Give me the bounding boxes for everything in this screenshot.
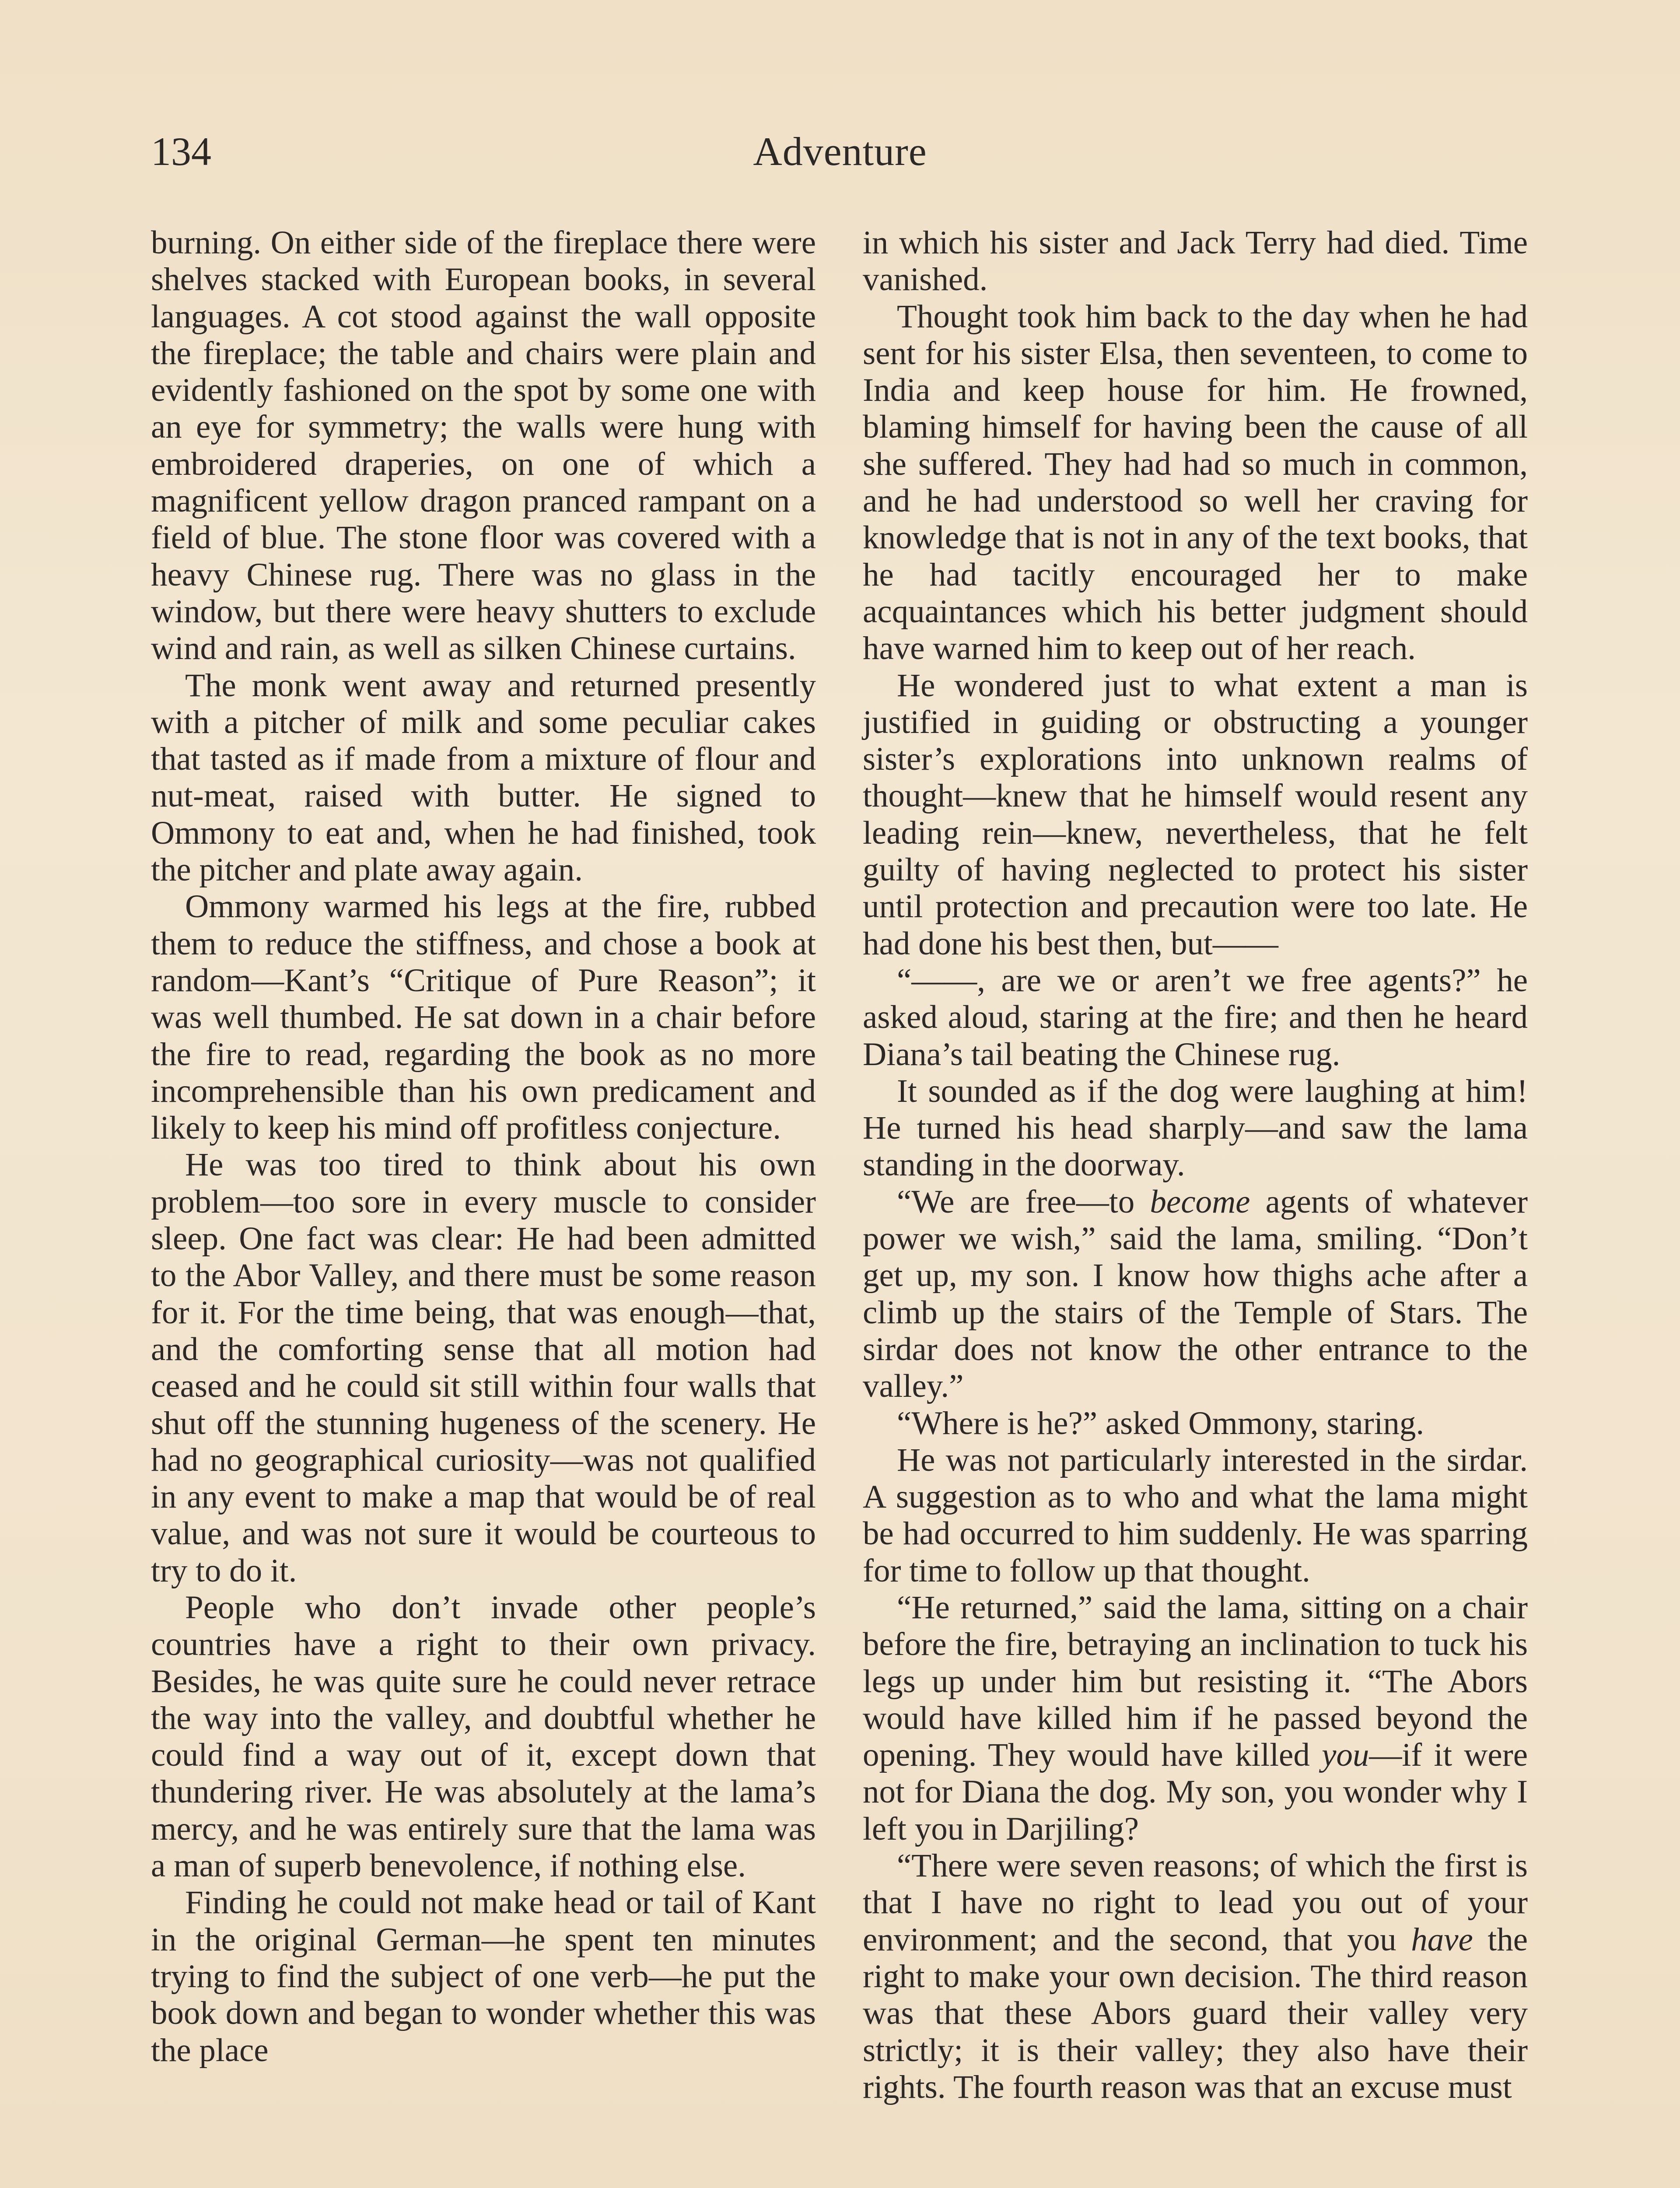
text-run: “He returned,” said the lama, sitting on a chair before the fire, betraying an inclination to tuck his legs up under him but resisting it. “The Abors would have killed him if he passed beyond the opening. They would have killed bbox=[863, 1589, 1528, 1774]
text-run: “There were seven reasons; of which the first is that I have no right to lead you out of your environment; and the second, that you bbox=[863, 1848, 1528, 1958]
paragraph bbox=[863, 1184, 1528, 1405]
paragraph: People who don’t invade other people’s countries have a right to their own privacy. Besides, he was quite sure he could never retrace the way into the valley, and doubtful whether he could find a way out of it, except down that thundering river. He was absolutely at the lama’s mercy, and he was entirely sure that the lama was a man of superb benevolence, if nothing else. bbox=[151, 1589, 816, 1884]
paragraph: burning. On either side of the fireplace there were shelves stacked with European books, in several languages. A cot stood against the wall opposite the fireplace; the table and chairs were plain and evidently fashioned on the spot by some one with an eye for symmetry; the walls were hung with embroidered draperies, on one of which a magnificent yellow dragon pranced rampant on a field of blue. The stone floor was covered with a heavy Chinese rug. There was no glass in the window, but there were heavy shutters to exclude wind and rain, as well as silken Chinese curtains. bbox=[151, 224, 816, 667]
text-run: “We are free—to bbox=[897, 1183, 1150, 1220]
text-run: —if it were not for Diana the dog. My son, you wonder why I left you in Darjiling? bbox=[863, 1737, 1528, 1847]
paragraph: “——, are we or aren’t we free agents?” he asked aloud, staring at the fire; and then he heard Diana’s tail beating the Chinese rug. bbox=[863, 962, 1528, 1073]
paragraph: He was too tired to think about his own problem—too sore in every muscle to consider sleep. One fact was clear: He had been admitted to the Abor Valley, and there must be some reason for it. For the time being, that was enough—that, and the comforting sense that all motion had ceased and he could sit still within four walls that shut off the stunning hugeness of the scenery. He had no geographical curiosity—was not qualified in any event to make a map that would be of real value, and was not sure it would be courteous to try to do it. bbox=[151, 1147, 816, 1589]
paragraph: It sounded as if the dog were laughing at him! He turned his head sharply—and saw the lama standing in the doorway. bbox=[863, 1073, 1528, 1183]
paragraph: in which his sister and Jack Terry had died. Time vanished. bbox=[863, 224, 1528, 298]
paragraph: Ommony warmed his legs at the fire, rubbed them to reduce the stiffness, and chose a book at random—Kant’s “Critique of Pure Reason”; it was well thumbed. He sat down in a chair before the fire to read, regarding the book as no more incomprehensible than his own predicament and likely to keep his mind off profitless conjecture. bbox=[151, 888, 816, 1147]
paragraph bbox=[863, 1589, 1528, 1848]
paragraph: He wondered just to what extent a man is justified in guiding or obstructing a younger sister’s explorations into unknown realms of thought—knew that he himself would resent any leading rein—knew, nevertheless, that he felt guilty of having neglected to protect his sister until protection and precaution were too late. He had done his best then, but—— bbox=[863, 667, 1528, 962]
right-text-column bbox=[863, 224, 1528, 2106]
text-run: agents of whatever power we wish,” said the lama, smiling. “Don’t get up, my son. I know how thighs ache after a climb up the stairs of the Temple of Stars. The sirdar does not know the other entrance to the valley.” bbox=[863, 1183, 1528, 1405]
text-run: the right to make your own decision. The third reason was that these Abors guard their valley very strictly; it is their valley; they also have their rights. The fourth reason was that an excuse must bbox=[863, 1921, 1528, 2105]
paragraph: Thought took him back to the day when he had sent for his sister Elsa, then seventeen, to come to India and keep house for him. He frowned, blaming himself for having been the cause of all she suffered. They had had so much in common, and he had understood so well her craving for knowledge that is not in any of the text books, that he had tacitly encouraged her to make acquaintances which his better judgment should have warned him to keep out of her reach. bbox=[863, 298, 1528, 667]
paragraph: He was not particularly interested in the sirdar. A suggestion as to who and what the lama might be had occurred to him suddenly. He was sparring for time to follow up that thought. bbox=[863, 1441, 1528, 1589]
page-number: 134 bbox=[151, 129, 211, 174]
paragraph: The monk went away and returned presently with a pitcher of milk and some peculiar cakes that tasted as if made from a mixture of flour and nut-meat, raised with butter. He signed to Ommony to eat and, when he had finished, took the pitcher and plate away again. bbox=[151, 667, 816, 888]
paragraph bbox=[863, 1848, 1528, 2106]
paragraph: Finding he could not make head or tail of Kant in the original German—he spent ten minutes trying to find the subject of one verb—he put the book down and began to wonder whether this was the place bbox=[151, 1884, 816, 2069]
italic-text: you bbox=[1322, 1737, 1369, 1774]
italic-text: become bbox=[1150, 1183, 1250, 1220]
paragraph: “Where is he?” asked Ommony, staring. bbox=[897, 1405, 1424, 1441]
left-text-column bbox=[151, 224, 816, 2069]
italic-text: have bbox=[1411, 1921, 1473, 1958]
running-head-title: Adventure bbox=[753, 129, 927, 174]
